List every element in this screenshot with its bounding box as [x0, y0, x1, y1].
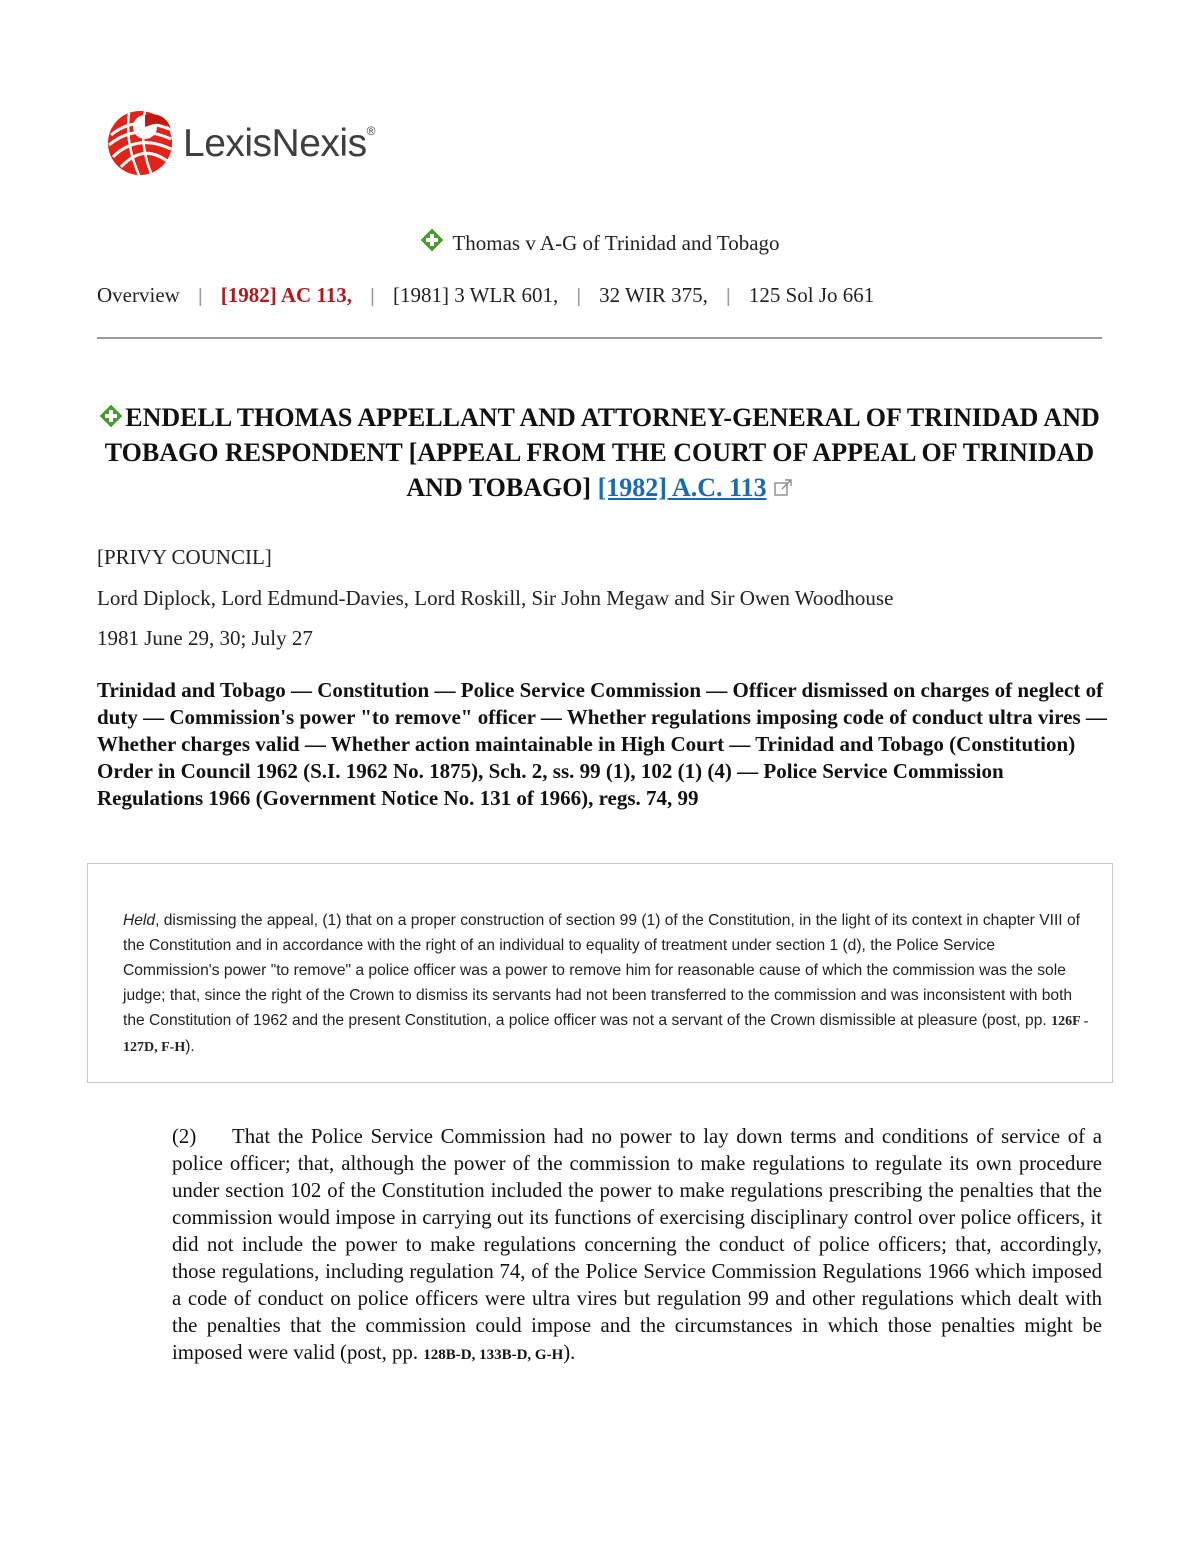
lexisnexis-logo — [105, 105, 375, 177]
separator: | — [725, 286, 731, 307]
lexisnexis-globe-icon — [105, 105, 175, 177]
judges: Lord Diplock, Lord Edmund-Davies, Lord Roskill, Sir John Megaw and Sir Owen Woodhouse — [97, 586, 894, 610]
external-link-icon[interactable] — [773, 478, 793, 498]
case-heading — [97, 400, 1102, 505]
divider — [97, 337, 1102, 339]
citation-bar — [97, 283, 874, 308]
held-lead: Held — [123, 912, 156, 929]
page-reference: 128B-D, 133B-D, G-H — [423, 1347, 564, 1363]
page-reference: 126F - 127D, F-H — [123, 1014, 1089, 1055]
case-report-link[interactable]: [1982] A.C. 113 — [597, 473, 767, 502]
citation-wlr[interactable]: [1981] 3 WLR 601, — [392, 283, 559, 307]
citation-ac[interactable]: [1982] AC 113, — [220, 283, 353, 307]
citation-wir[interactable]: 32 WIR 375, — [599, 283, 708, 307]
green-diamond-plus-icon — [420, 228, 444, 252]
held-summary-box — [87, 863, 1113, 1083]
case-heading-text: ENDELL THOMAS APPELLANT AND ATTORNEY-GENERAL OF TRINIDAD AND TOBAGO RESPONDENT [APPEAL FROM THE COURT OF APPEAL OF TRINIDAD AND TOBAGO] — [104, 403, 1100, 502]
catchwords: Trinidad and Tobago — Constitution — Police Service Commission — Officer dismissed on charges of neglect of duty — Commission's power "to remove" officer — Whether regulations imposing code of conduct ultra vires — Whether charges valid — Whether action maintainable in High Court — Trinidad and Tobago (Constitution) Order in Council 1962 (S.I. 1962 No. 1875), Sch. 2, ss. 99 (1), 102 (1) (4) — Police Service Commission Regulations 1966 (Government Notice No. 131 of 1966), regs. 74, 99 — [97, 678, 1107, 810]
separator: | — [370, 286, 375, 307]
separator: | — [197, 286, 203, 307]
hearing-dates: 1981 June 29, 30; July 27 — [97, 626, 313, 650]
paragraph-number: (2) — [172, 1125, 197, 1148]
document-title-text: Thomas v A-G of Trinidad and Tobago — [452, 231, 780, 255]
document-title — [0, 228, 1200, 256]
holding-paragraph-2: (2) That the Police Service Commission had no power to lay down terms and conditions of service of a police officer; that, although the power of the commission to make regulations to regulate its own procedure under section 102 of the Constitution included the power to make regulations prescribing the penalties that the commission would impose in carrying out its functions of exercising disciplinary control over police officers, it did not include the power to make regulations concerning the conduct of police officers; that, accordingly, those regulations, including regulation 74, of the Police Service Commission Regulations 1966 which imposed a code of conduct on police officers were ultra vires but regulation 99 and other regulations which dealt with the penalties that the commission could impose and the circumstances in which those penalties might be imposed were valid (post, pp. 128B-D, 133B-D, G-H). — [172, 1125, 1102, 1364]
citation-sol-jo[interactable]: 125 Sol Jo 661 — [748, 283, 875, 307]
held-summary: Held, dismissing the appeal, (1) that on a proper construction of section 99 (1) of the Constitution, in the light of its context in chapter VIII of the Constitution and in accordance with the right of an individual to equality of treatment under section 1 (d), the Police Service Commission's power "to remove" a police officer was a power to remove him for reasonable cause of which the commission was the sole judge; that, since the right of the Crown to dismiss its servants had not been transferred to the commission and was inconsistent with both the Constitution of 1962 and the present Constitution, a police officer was not a servant of the Crown dismissible at pleasure (post, pp. 126F - 127D, F-H). — [123, 912, 1089, 1055]
green-diamond-plus-icon — [99, 404, 123, 428]
separator: | — [576, 286, 582, 307]
brand-name: LexisNexis® — [183, 122, 375, 165]
overview-link[interactable]: Overview — [97, 283, 180, 307]
court-name: [PRIVY COUNCIL] — [97, 545, 272, 569]
